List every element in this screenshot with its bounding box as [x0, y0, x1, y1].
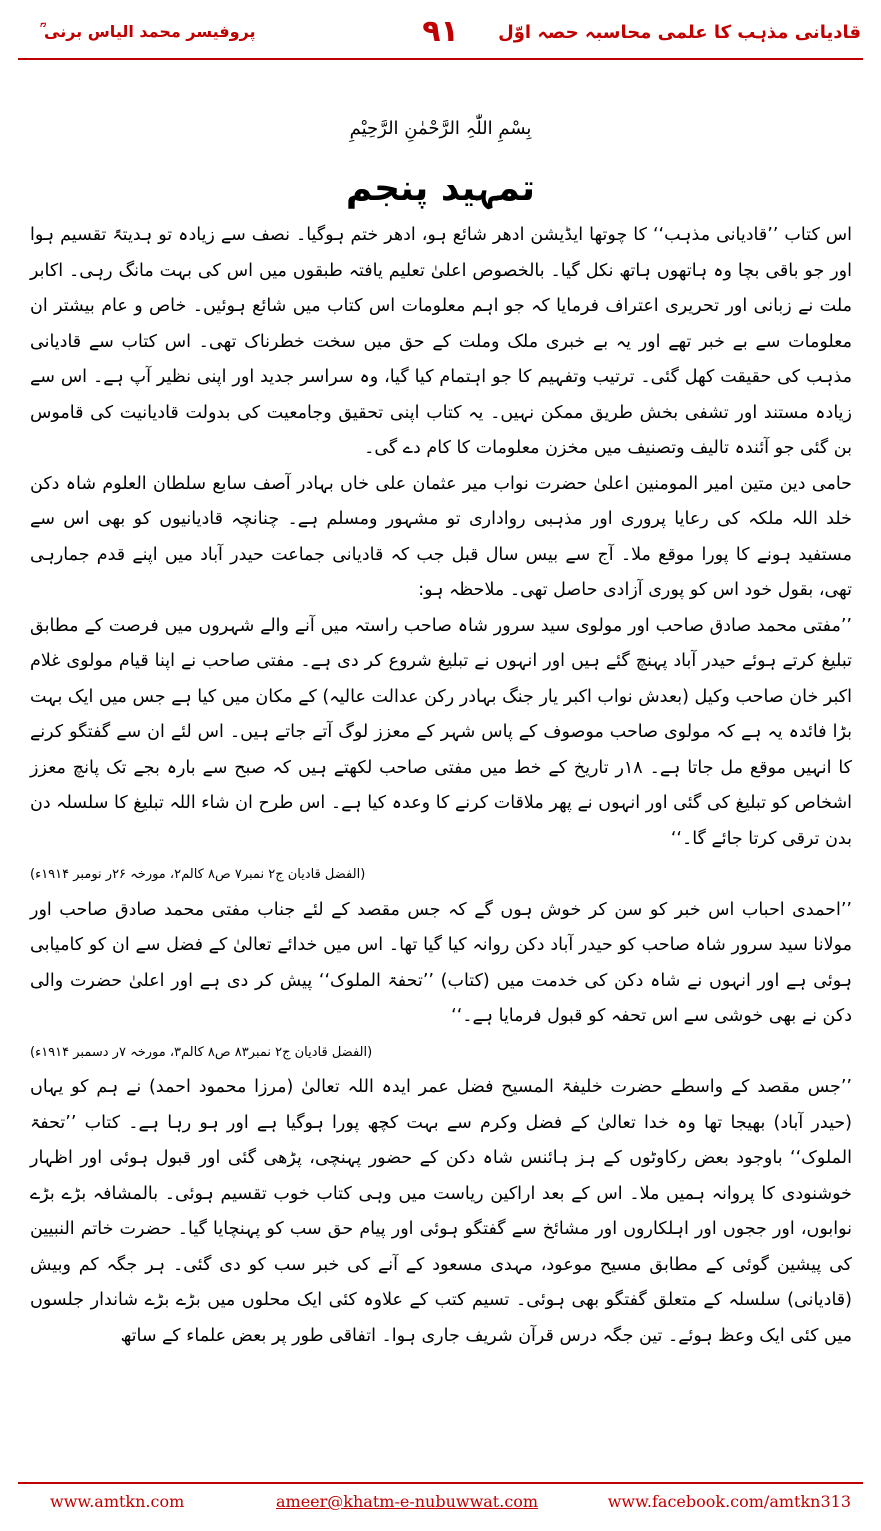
- page-body: [30, 218, 852, 1354]
- book-title: قادیانی مذہب کا علمی محاسبہ حصہ اوّل: [498, 22, 861, 43]
- page-number: ۹۱: [422, 14, 459, 49]
- section-title: تمہید پنجم: [345, 168, 536, 209]
- quote-reference: (الفضل قادیان ج۲ نمبر۷ ص۸ کالم۲، مورخہ ۲۶ر نومبر ۱۹۱۴ء): [30, 867, 366, 882]
- page-header: [0, 0, 881, 58]
- bismillah: بِسْمِ اللّٰہِ الرَّحْمٰنِ الرَّحِیْمِ: [349, 118, 532, 139]
- quote-reference: (الفضل قادیان ج۲ نمبر۸۳ ص۸ کالم۳، مورخہ ۷ر دسمبر ۱۹۱۴ء): [30, 1044, 373, 1060]
- email-link[interactable]: ameer@khatm-e-nubuwwat.com: [276, 1492, 539, 1511]
- page-footer: [0, 1492, 881, 1518]
- quote: ’’احمدی احباب اس خبر کو سن کر خوش ہوں گے کہ جس مقصد کے لئے جناب مفتی محمد صادق صاحب اور مولانا سید سرور شاہ صاحب کو حیدر آباد دکن روانہ کیا گیا تھا۔ اس میں خدائے تعالیٰ کے فضل سے ان کو کامیابی ہوئی ہے اور انہوں نے شاہ دکن کی خدمت میں (کتاب) ’’تحفۃ الملوک‘‘ پیش کر دی ہے اور اعلیٰ حضرت والی دکن نے بھی خوشی سے اس تحفہ کو قبول فرمایا ہے۔‘‘: [30, 899, 852, 1026]
- quote: ’’جس مقصد کے واسطے حضرت خلیفۃ المسیح فضل عمر ایدہ اللہ تعالیٰ (مرزا محمود احمد) نے ہم کو یہاں (حیدر آباد) بھیجا تھا وہ خدا تعالیٰ کے فضل وکرم سے بہت کچھ پورا ہوگیا ہے اور ہو رہا ہے۔ کتاب ’’تحفۃ الملوک‘‘ باوجود بعض رکاوٹوں کے ہز ہائنس شاہ دکن کے حضور پہنچی، پڑھی گئی اور قبول ہوئی اور اظہار خوشنودی کا پروانہ ہمیں ملا۔ اس کے بعد اراکین ریاست میں وہی کتاب خوب تقسیم ہوئی۔ بالمشافہ بڑے بڑے نوابوں، اور ججوں اور اہلکاروں اور مشائخ سے گفتگو ہوئی اور پیام حق سب کو پہنچایا گیا۔ حضرت خاتم النبیین کی پیشین گوئی کے مطابق مسیح موعود، مہدی مسعود کے آنے کی خبر سب کو دی گئی۔ ہر جگہ کم وبیش (قادیانی) سلسلہ کے متعلق گفتگو بھی ہوئی۔ تسیم کتب کے علاوہ کئی ایک محلوں میں بڑے بڑے شاندار جلسوں میں کئی ایک وعظ ہوئے۔ تین جگہ درس قرآن شریف جاری ہوا۔ اتفاقی طور پر بعض علماء کے ساتھ: [30, 1077, 852, 1346]
- paragraph: حامی دین متین امیر المومنین اعلیٰ حضرت نواب میر عثمان علی خاں بہادر آصف سابع سلطان العلوم شاہ دکن خلد اللہ ملکہ کی رعایا پروری اور مذہبی رواداری تو مشہور ومسلم ہے۔ چنانچہ قادیانیوں کو بھی اس سے مستفید ہونے کا پورا موقع ملا۔ آج سے بیس سال قبل جب کہ قادیانی جماعت حیدر آباد میں اپنے قدم جمارہی تھی، بقول خود اس کو پوری آزادی حاصل تھی۔ ملاحظہ ہو:: [30, 473, 852, 600]
- footer-divider: [18, 1482, 863, 1484]
- website-link[interactable]: www.amtkn.com: [50, 1492, 185, 1511]
- facebook-link[interactable]: www.facebook.com/amtkn313: [607, 1492, 851, 1511]
- header-divider: [18, 58, 863, 60]
- quote: ’’مفتی محمد صادق صاحب اور مولوی سید سرور شاہ صاحب راستہ میں آنے والے شہروں میں فرصت کے مطابق تبلیغ کرتے ہوئے حیدر آباد پہنچ گئے ہیں اور انہوں نے تبلیغ شروع کر دی ہے۔ مفتی صاحب نے اپنا قیام مولوی غلام اکبر خان صاحب وکیل (بعدش نواب اکبر یار جنگ بہادر رکن عدالت عالیہ) کے مکان میں کیا ہے جس میں ایک بہت بڑا فائدہ یہ ہے کہ مولوی صاحب موصوف کے پاس شہر کے معزز لوگ آتے جاتے ہیں۔ اس لئے ان سے گفتگو کرنے کا انہیں موقع مل جاتا ہے۔ ۱۸ر تاریخ کے خط میں مفتی صاحب لکھتے ہیں کہ صبح سے بارہ بجے تک پانچ معزز اشخاص کو تبلیغ کی گئی اور انہوں نے پھر ملاقات کرنے کا وعدہ کیا ہے۔ اس طرح ان شاء اللہ تبلیغ کا سلسلہ دن بدن ترقی کرتا جائے گا۔‘‘: [30, 615, 852, 849]
- paragraph: اس کتاب ’’قادیانی مذہب‘‘ کا چوتھا ایڈیشن ادھر شائع ہو، ادھر ختم ہوگیا۔ نصف سے زیادہ تو ہدیتہً تقسیم ہوا اور جو باقی بچا وہ ہاتھوں ہاتھ نکل گیا۔ بالخصوص اعلیٰ تعلیم یافتہ طبقوں میں اس کی بہت مانگ رہی۔ اکابر ملت نے زبانی اور تحریری اعتراف فرمایا کہ جو اہم معلومات اس کتاب میں شائع ہوئیں۔ خاص و عام بیشتر ان معلومات سے بے خبر تھے اور یہ بے خبری ملک وملت کے حق میں سخت خطرناک تھی۔ اس کتاب سے قادیانی مذہب کی حقیقت کھل گئی۔ ترتیب وتفہیم کا جو اہتمام کیا گیا، وہ سراسر جدید اور اپنی نظیر آپ ہے۔ اس سے زیادہ مستند اور تشفی بخش طریق ممکن نہیں۔ یہ کتاب اپنی تحقیق وجامعیت کی بدولت قادیانیت کی قاموس بن گئی جو آئندہ تالیف وتصنیف میں مخزن معلومات کا کام دے گی۔: [30, 225, 852, 458]
- author-name: پروفیسر محمد الیاس برنی ؒ: [40, 22, 256, 41]
